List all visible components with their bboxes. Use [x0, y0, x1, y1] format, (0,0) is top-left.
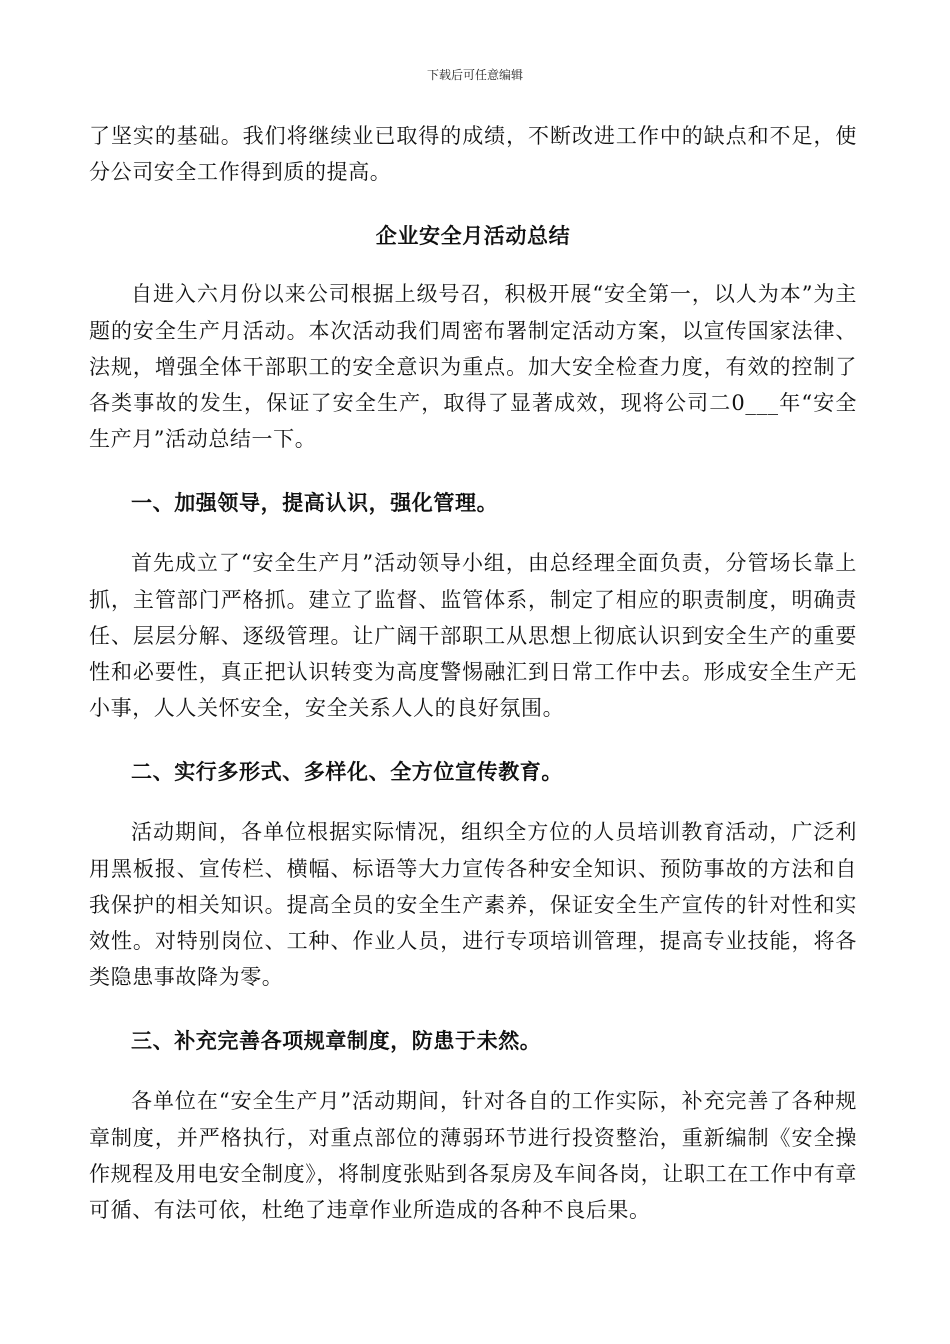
page-header-note: 下载后可任意编辑	[426, 68, 523, 82]
section-heading-1: 一、加强领导，提高认识，强化管理。	[131, 490, 499, 516]
section-body-1: 首先成立了“安全生产月”活动领导小组，由总经理全面负责，分管场长靠上抓，主管部门严格抓。建立了监督、监管体系，制定了相应的职责制度，明确责任、层层分解、逐级管理。让广阔干部职工从思想上彻底认识到安全生产的重要性和必要性，真正把认识转变为高度警惕融汇到日常工作中去。形成安全生产无小事，人人关怀安全，安全关系人人的良好氛围。	[89, 551, 857, 721]
section-heading-3: 三、补充完善各项规章制度，防患于未然。	[131, 1028, 542, 1054]
section-body-3: 各单位在“安全生产月”活动期间，针对各自的工作实际，补充完善了各种规章制度，并严格执行，对重点部位的薄弱环节进行投资整治，重新编制《安全操作规程及用电安全制度》，将制度张贴到各泵房及车间各岗，让职工在工作中有章可循、有法可依，杜绝了违章作业所造成的各种不良后果。	[89, 1089, 857, 1223]
section-body-2: 活动期间，各单位根据实际情况，组织全方位的人员培训教育活动，广泛利用黑板报、宣传栏、横幅、标语等大力宣传各种安全知识、预防事故的方法和自我保护的相关知识。提高全员的安全生产素养，保证安全生产宣传的针对性和实效性。对特别岗位、工种、作业人员，进行专项培训管理，提高专业技能，将各类隐患事故降为零。	[89, 820, 857, 990]
section-heading-2: 二、实行多形式、多样化、全方位宣传教育。	[131, 759, 563, 785]
document-title: 企业安全月活动总结	[375, 223, 571, 249]
intro-paragraph: 了坚实的基础。我们将继续业已取得的成绩，不断改进工作中的缺点和不足，使分公司安全工作得到质的提高。	[89, 124, 857, 185]
opening-paragraph: 自进入六月份以来公司根据上级号召，积极开展“安全第一，以人为本”为主题的安全生产月活动。本次活动我们周密布署制定活动方案，以宣传国家法律、法规，增强全体干部职工的安全意识为重点。加大安全检查力度，有效的控制了各类事故的发生，保证了安全生产，取得了显著成效，现将公司二0___年“安全生产月”活动总结一下。	[89, 282, 857, 452]
document-body	[89, 118, 857, 1228]
